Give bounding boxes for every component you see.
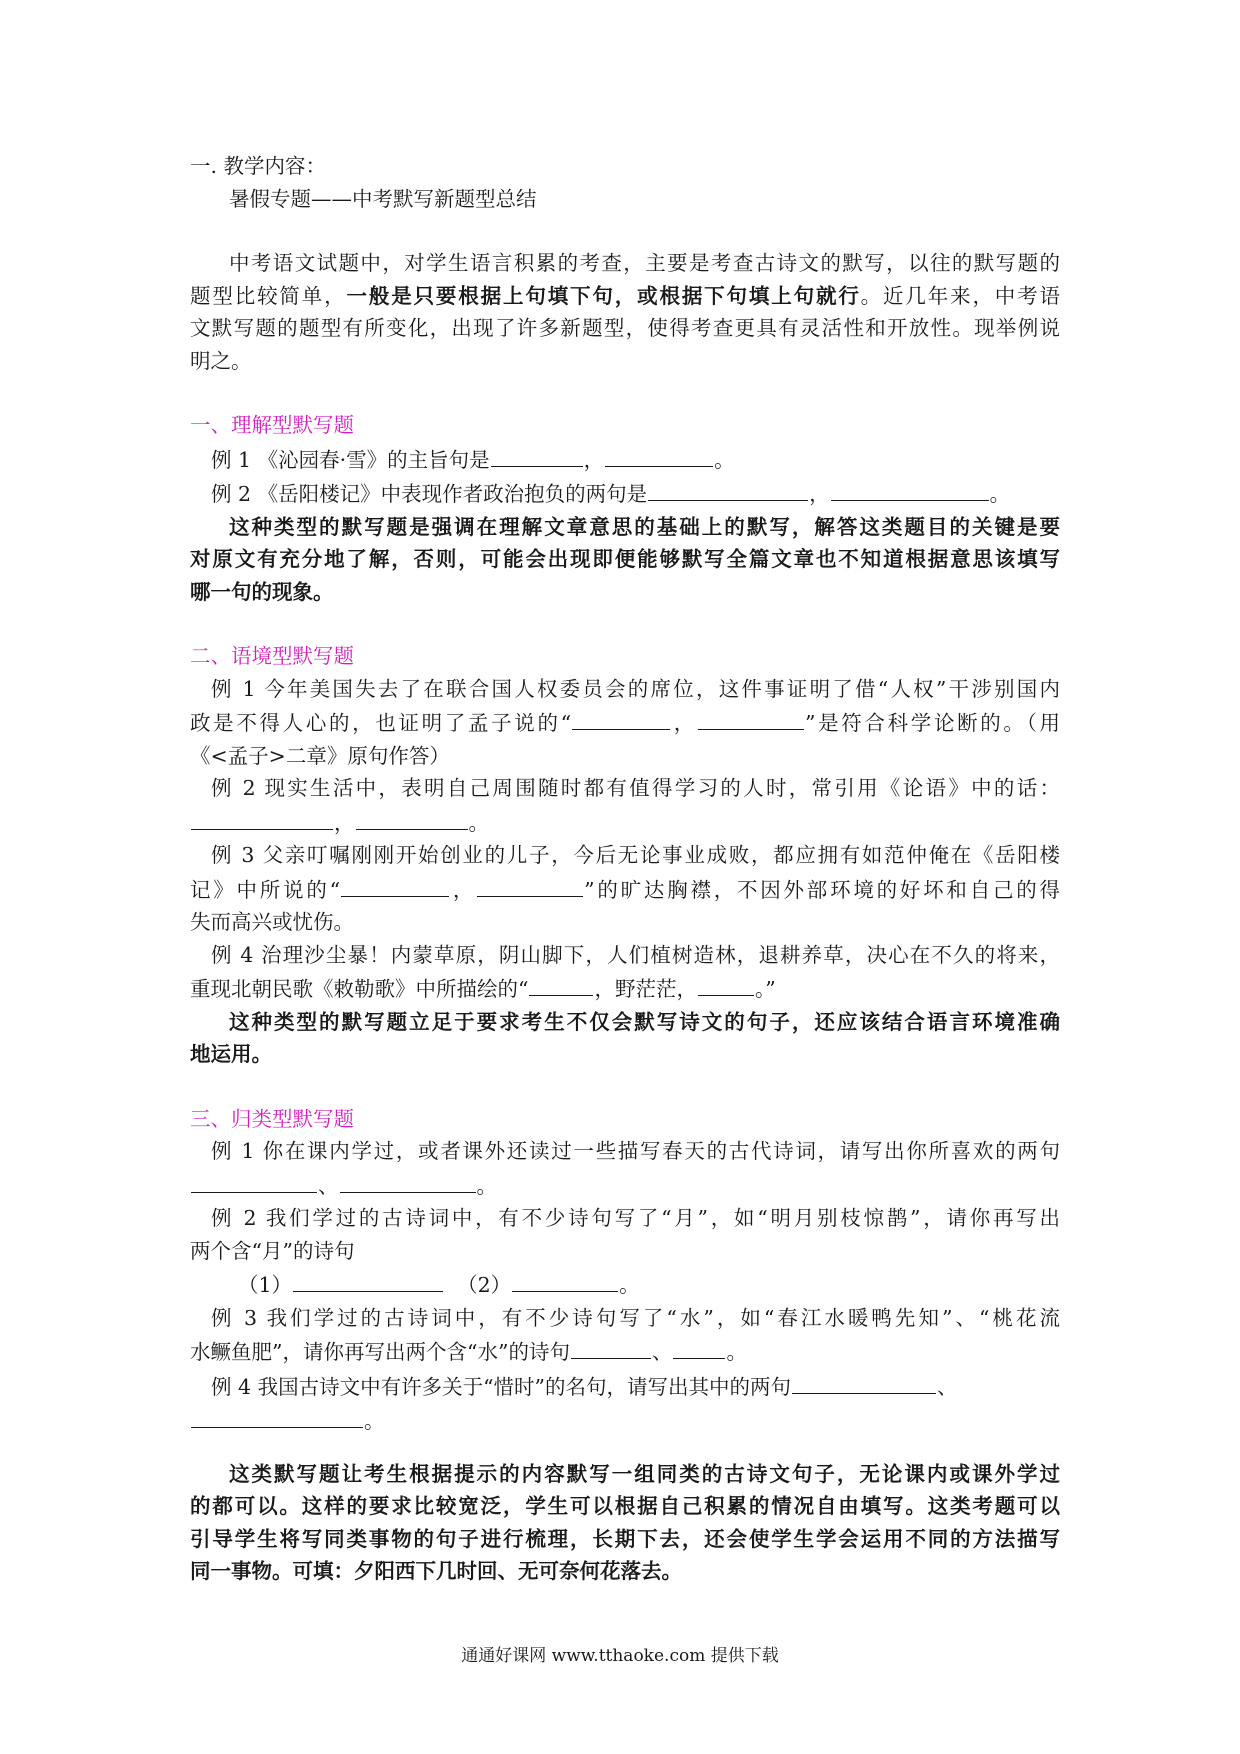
answer-blank[interactable] bbox=[356, 805, 468, 830]
answer-blank[interactable] bbox=[571, 1334, 651, 1359]
answer-blank[interactable] bbox=[191, 805, 333, 830]
section-label: 一. 教学内容： bbox=[190, 154, 327, 178]
answer-blank[interactable] bbox=[698, 971, 754, 996]
document-body bbox=[190, 150, 1060, 1588]
intro-line: 题型比较简单，一般是只要根据上句填下句，或根据下句填上句就行。近几年来，中考语 bbox=[190, 283, 1061, 308]
example-item: 例 3 我们学过的古诗词中，有不少诗句写了“水”，如“春江水暖鸭先知”、“桃花流 bbox=[211, 1305, 1060, 1330]
summary-line: 地运用。 bbox=[190, 1042, 272, 1066]
example-item: 失而高兴或忧伤。 bbox=[190, 910, 354, 934]
section-heading: 一、理解型默写题 bbox=[190, 413, 354, 437]
summary-line: 同一事物。可填：夕阳西下几时回、无可奈何花落去。 bbox=[190, 1559, 682, 1583]
example-item: 水鳜鱼肥”，请你再写出两个含“水”的诗句 、 。 bbox=[190, 1334, 1060, 1369]
answer-blank[interactable] bbox=[673, 1334, 725, 1359]
intro-line: 明之。 bbox=[190, 348, 252, 373]
example-item: 例 3 父亲叮嘱刚刚开始创业的儿子，今后无论事业成败，都应拥有如范仲俺在《岳阳楼 bbox=[211, 843, 1060, 867]
example-item: 例 1 今年美国失去了在联合国人权委员会的席位，这件事证明了借“人权”干涉别国内 bbox=[211, 676, 1060, 701]
page-footer: 通通好课网 www.tthaoke.com 提供下载 bbox=[461, 1646, 779, 1666]
example-item: 例 1 《沁园春·雪》的主旨句是 ， 。 bbox=[190, 442, 1060, 477]
example-item: 《<孟子>二章》原句作答） bbox=[190, 743, 450, 768]
answer-blank[interactable] bbox=[512, 1267, 618, 1292]
answer-blank[interactable] bbox=[293, 1267, 443, 1292]
summary-line: 这类默写题让考生根据提示的内容默写一组同类的古诗文句子，无论课内或课外学过 bbox=[229, 1461, 1060, 1486]
intro-emphasis: 一般是只要根据上句填下句，或根据下句填上句就行 bbox=[346, 283, 861, 308]
summary-line: 引导学生将写同类事物的句子进行梳理，长期下去，还会使学生学会运用不同的方法描写 bbox=[190, 1526, 1060, 1551]
answer-blank[interactable] bbox=[792, 1369, 936, 1394]
example-item: ， 。 bbox=[190, 805, 1060, 840]
summary-line: 这种类型的默写题立足于要求考生不仅会默写诗文的句子，还应该结合语言环境准确 bbox=[229, 1009, 1060, 1034]
example-item: 重现北朝民歌《敕勒歌》中所描绘的“ ，野茫茫， 。” bbox=[190, 971, 1060, 1006]
example-item: 两个含“月”的诗句 bbox=[190, 1238, 355, 1263]
answer-blank[interactable] bbox=[605, 442, 713, 467]
answer-blank[interactable] bbox=[831, 476, 989, 501]
example-item: 例 2 《岳阳楼记》中表现作者政治抱负的两句是 ， 。 bbox=[190, 476, 1060, 511]
example-item: 例 2 我们学过的古诗词中，有不少诗句写了“月”，如“明月别枝惊鹊”，请你再写出 bbox=[211, 1206, 1060, 1230]
intro-line: 文默写题的题型有所变化，出现了许多新题型，使得考查更具有灵活性和开放性。现举例说 bbox=[190, 316, 1060, 340]
example-item: 。 bbox=[190, 1403, 1060, 1438]
example-item: 例 4 我国古诗文中有许多关于“惜时”的名句，请写出其中的两句 、 bbox=[190, 1369, 1060, 1404]
example-item: 政是不得人心的，也证明了孟子说的“ ， ”是符合科学论断的。（用 bbox=[190, 705, 1060, 740]
topic-title: 暑假专题——中考默写新题型总结 bbox=[229, 186, 537, 211]
summary-line: 对原文有充分地了解，否则，可能会出现即便能够默写全篇文章也不知道根据意思该填写 bbox=[190, 547, 1060, 571]
example-item: 、 。 bbox=[190, 1168, 1060, 1203]
answer-blank[interactable] bbox=[698, 705, 804, 730]
example-item: 例 2 现实生活中，表明自己周围随时都有值得学习的人时，常引用《论语》中的话： bbox=[211, 776, 1060, 800]
answer-blank[interactable] bbox=[491, 442, 583, 467]
answer-blank[interactable] bbox=[572, 705, 670, 730]
answer-blank[interactable] bbox=[341, 872, 449, 897]
intro-line: 中考语文试题中，对学生语言积累的考查，主要是考查古诗文的默写，以往的默写题的 bbox=[229, 251, 1060, 275]
answer-blank[interactable] bbox=[529, 971, 593, 996]
example-item: 例 1 你在课内学过，或者课外还读过一些描写春天的古代诗词，请写出你所喜欢的两句 bbox=[211, 1139, 1060, 1163]
example-item: （1） （2） 。 bbox=[190, 1267, 1060, 1302]
answer-blank[interactable] bbox=[340, 1168, 476, 1193]
summary-line: 哪一句的现象。 bbox=[190, 579, 334, 604]
section-heading: 三、归类型默写题 bbox=[190, 1106, 354, 1131]
summary-line: 这种类型的默写题是强调在理解文章意思的基础上的默写，解答这类题目的关键是要 bbox=[229, 514, 1060, 539]
section-heading: 二、语境型默写题 bbox=[190, 644, 354, 668]
answer-blank[interactable] bbox=[191, 1168, 317, 1193]
example-item: 例 4 治理沙尘暴！内蒙草原，阴山脚下，人们植树造林，退耕养草，决心在不久的将来， bbox=[211, 942, 1060, 967]
answer-blank[interactable] bbox=[191, 1403, 363, 1428]
answer-blank[interactable] bbox=[648, 476, 808, 501]
intro-paragraph bbox=[190, 247, 1060, 377]
summary-line: 的都可以。这样的要求比较宽泛，学生可以根据自己积累的情况自由填写。这类考题可以 bbox=[190, 1494, 1060, 1518]
example-item: 记》中所说的“ ， ”的旷达胸襟，不因外部环境的好坏和自己的得 bbox=[190, 872, 1060, 907]
answer-blank[interactable] bbox=[477, 872, 583, 897]
